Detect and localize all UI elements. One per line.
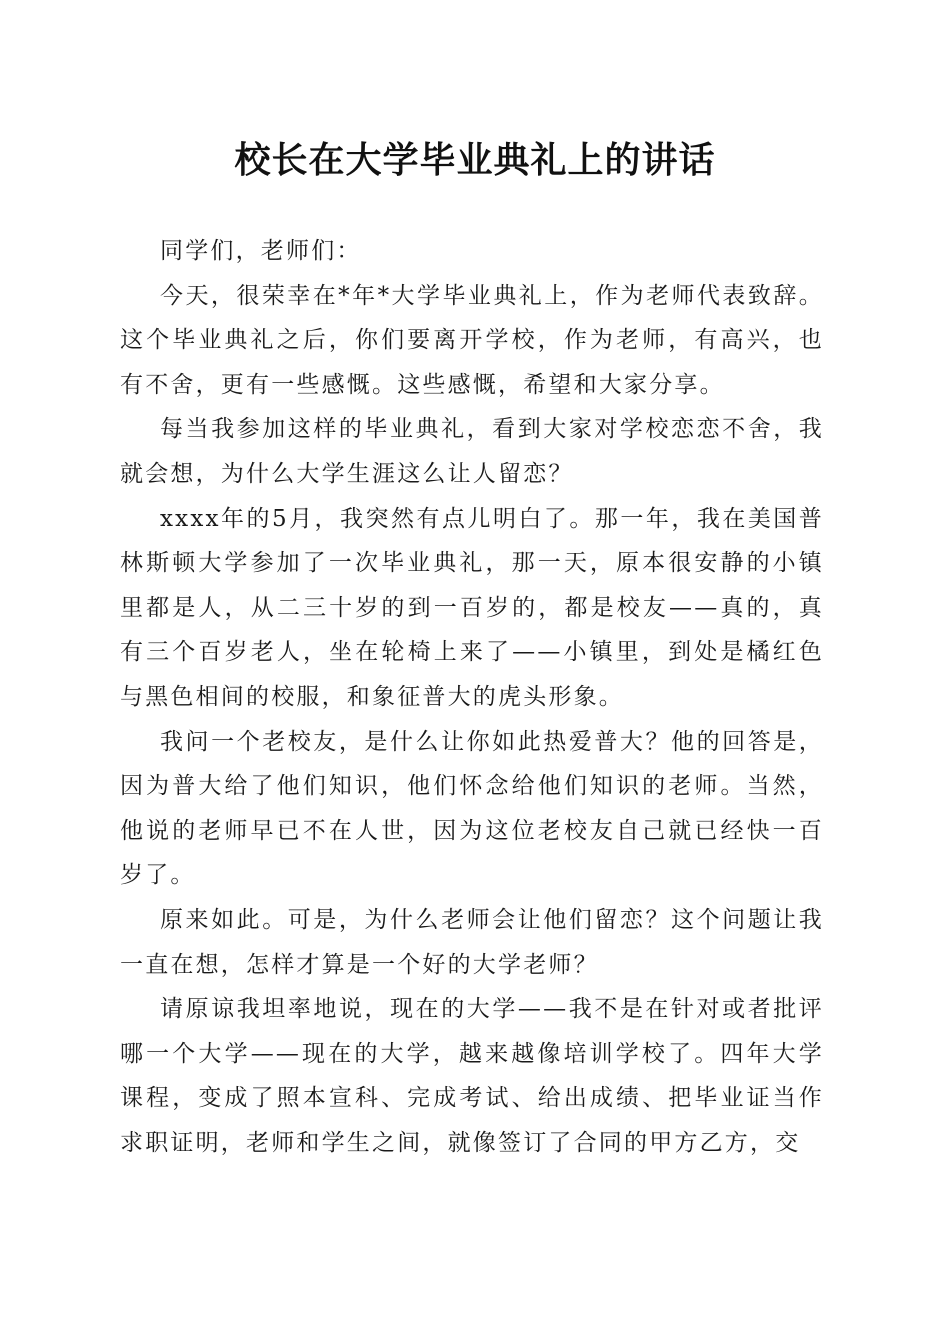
paragraph-greeting: 同学们，老师们：	[160, 238, 362, 264]
paragraph: 原来如此。可是，为什么老师会让他们留恋？这个问题让我一直在想，怎样才算是一个好的大学老师？	[120, 906, 824, 978]
paragraph: xxxx年的5月，我突然有点儿明白了。那一年，我在美国普林斯顿大学参加了一次毕业典礼，那一天，原本很安静的小镇里都是人，从二三十岁的到一百岁的，都是校友——真的，真有三个百岁老人，坐在轮椅上来了——小镇里，到处是橘红色与黑色相间的校服，和象征普大的虎头形象。	[120, 505, 824, 710]
document-body	[120, 229, 824, 1165]
paragraph: 今天，很荣幸在*年*大学毕业典礼上，作为老师代表致辞。这个毕业典礼之后，你们要离开学校，作为老师，有高兴，也有不舍，更有一些感慨。这些感慨，希望和大家分享。	[120, 282, 824, 398]
paragraph: 每当我参加这样的毕业典礼，看到大家对学校恋恋不舍，我就会想，为什么大学生涯这么让人留恋？	[120, 416, 824, 487]
paragraph: 我问一个老校友，是什么让你如此热爱普大？他的回答是，因为普大给了他们知识，他们怀念给他们知识的老师。当然，他说的老师早已不在人世，因为这位老校友自己就已经快一百岁了。	[120, 728, 824, 889]
paragraph: 请原谅我坦率地说，现在的大学——我不是在针对或者批评哪一个大学——现在的大学，越来越像培训学校了。四年大学课程，变成了照本宣科、完成考试、给出成绩、把毕业证当作求职证明，老师和学生之间，就像签订了合同的甲方乙方，交	[120, 996, 824, 1156]
document-title: 校长在大学毕业典礼上的讲话	[234, 139, 716, 181]
